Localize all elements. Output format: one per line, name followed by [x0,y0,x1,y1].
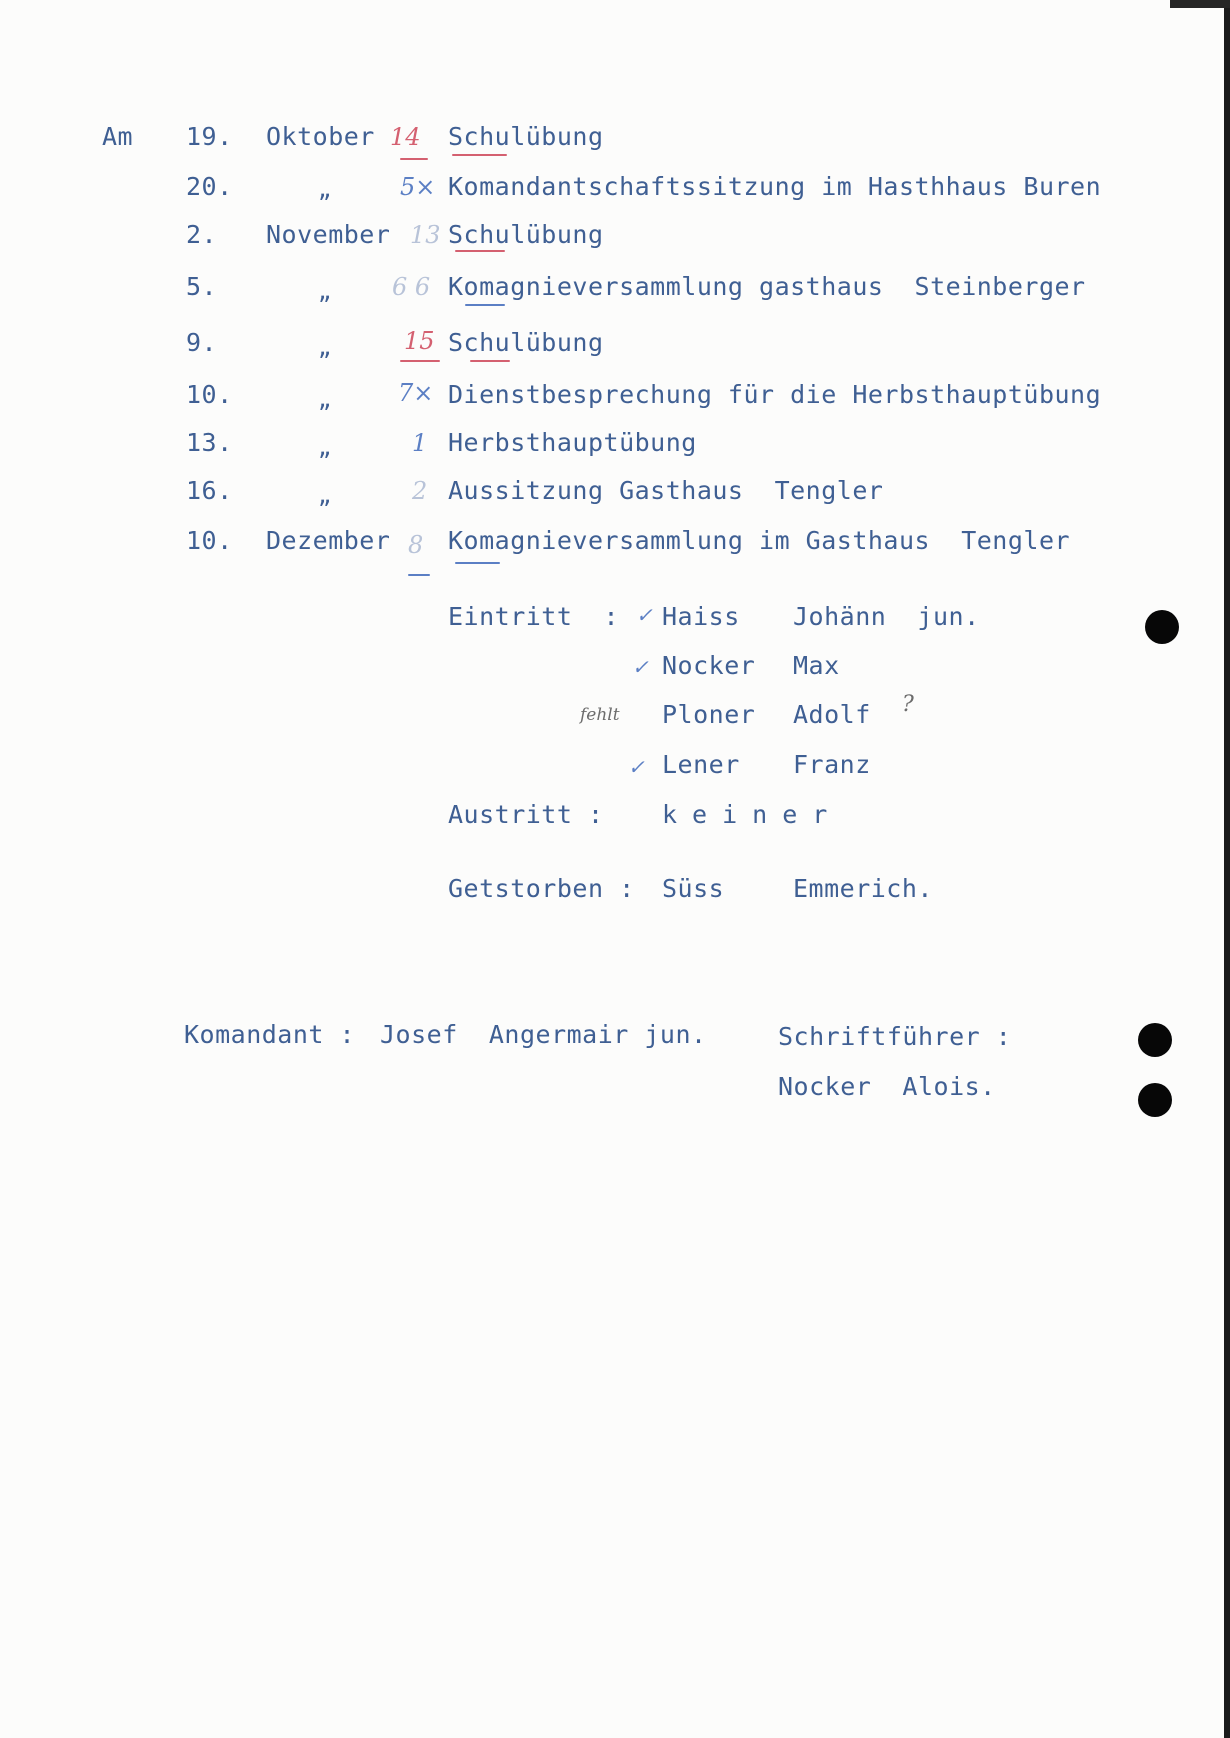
punch-hole [1138,1083,1172,1117]
komandant-label: Komandant : [184,1020,356,1049]
entry-text: Komagnieversammlung gasthaus Steinberger [448,272,1086,301]
entry-count-mark: 6 6 [392,273,431,301]
entry-day: 20. [186,172,233,201]
entry-day: 2. [186,220,218,249]
entry-text: Dienstbesprechung für die Herbsthauptübung [448,380,1102,409]
entry-day: 19. [186,122,233,151]
komandant-name: Josef Angermair jun. [380,1020,707,1049]
entry-day: 10. [186,526,233,555]
entry-prefix: Am [102,122,134,151]
entry-count-mark: 8 [408,531,424,559]
check-mark-icon: ✓ [632,655,649,679]
schriftfuehrer-label: Schriftführer : [778,1022,1012,1051]
handwritten-note: fehlt [580,705,620,725]
scan-edge [1170,0,1230,8]
entry-text: Schulübung [448,328,604,357]
entry-month: November [266,220,391,249]
entry-text: Schulübung [448,122,604,151]
blue-underline [408,574,430,576]
entry-text: Komandantschaftssitzung im Hasthhaus Buren [448,172,1102,201]
entry-month-ditto: „ [318,388,332,413]
red-underline [400,360,440,362]
entry-day: 16. [186,476,233,505]
member-surname: Ploner [662,700,756,729]
scan-edge [1224,0,1230,1738]
red-underline [452,154,507,156]
member-surname: Nocker [662,651,756,680]
member-surname: Haiss [662,602,740,631]
entry-count-mark: 13 [410,221,441,249]
check-mark-icon: ✓ [628,755,645,779]
entry-day: 5. [186,272,218,301]
entry-month-ditto: „ [318,484,332,509]
red-underline [400,158,428,160]
member-firstname: Franz [793,750,871,779]
entry-day: 10. [186,380,233,409]
entry-count-mark: 15 [404,327,435,355]
entry-text: Aussitzung Gasthaus Tengler [448,476,884,505]
entry-day: 13. [186,428,233,457]
member-firstname: Johänn jun. [793,602,980,631]
entry-count-mark: 14 [390,123,421,151]
blue-underline [455,562,500,564]
eintritt-label: Eintritt : [448,602,620,631]
member-surname: Lener [662,750,740,779]
blue-underline [465,304,505,306]
punch-hole [1138,1023,1172,1057]
entry-month-ditto: „ [318,336,332,361]
gestorben-label: Getstorben : [448,874,635,903]
entry-month: Dezember [266,526,391,555]
entry-count-mark: 2 [412,477,428,505]
question-mark-note: ? [902,692,914,717]
entry-count-mark: 1 [412,429,428,457]
entry-day: 9. [186,328,218,357]
austritt-label: Austritt : [448,800,604,829]
entry-month: Oktober [266,122,375,151]
deceased-firstname: Emmerich. [793,874,933,903]
austritt-value: keiner [662,800,843,829]
punch-hole [1145,610,1179,644]
member-firstname: Max [793,651,840,680]
entry-count-mark: 5× [400,173,436,201]
entry-count-mark: 7× [398,379,434,407]
entry-text: Schulübung [448,220,604,249]
red-underline [455,250,505,252]
member-firstname: Adolf [793,700,871,729]
entry-month-ditto: „ [318,178,332,203]
check-mark-icon: ✓ [636,603,653,627]
schriftfuehrer-name: Nocker Alois. [778,1072,996,1101]
deceased-surname: Süss [662,874,725,903]
entry-month-ditto: „ [318,280,332,305]
red-underline [470,360,510,362]
entry-text: Herbsthauptübung [448,428,697,457]
entry-text: Komagnieversammlung im Gasthaus Tengler [448,526,1071,555]
entry-month-ditto: „ [318,436,332,461]
